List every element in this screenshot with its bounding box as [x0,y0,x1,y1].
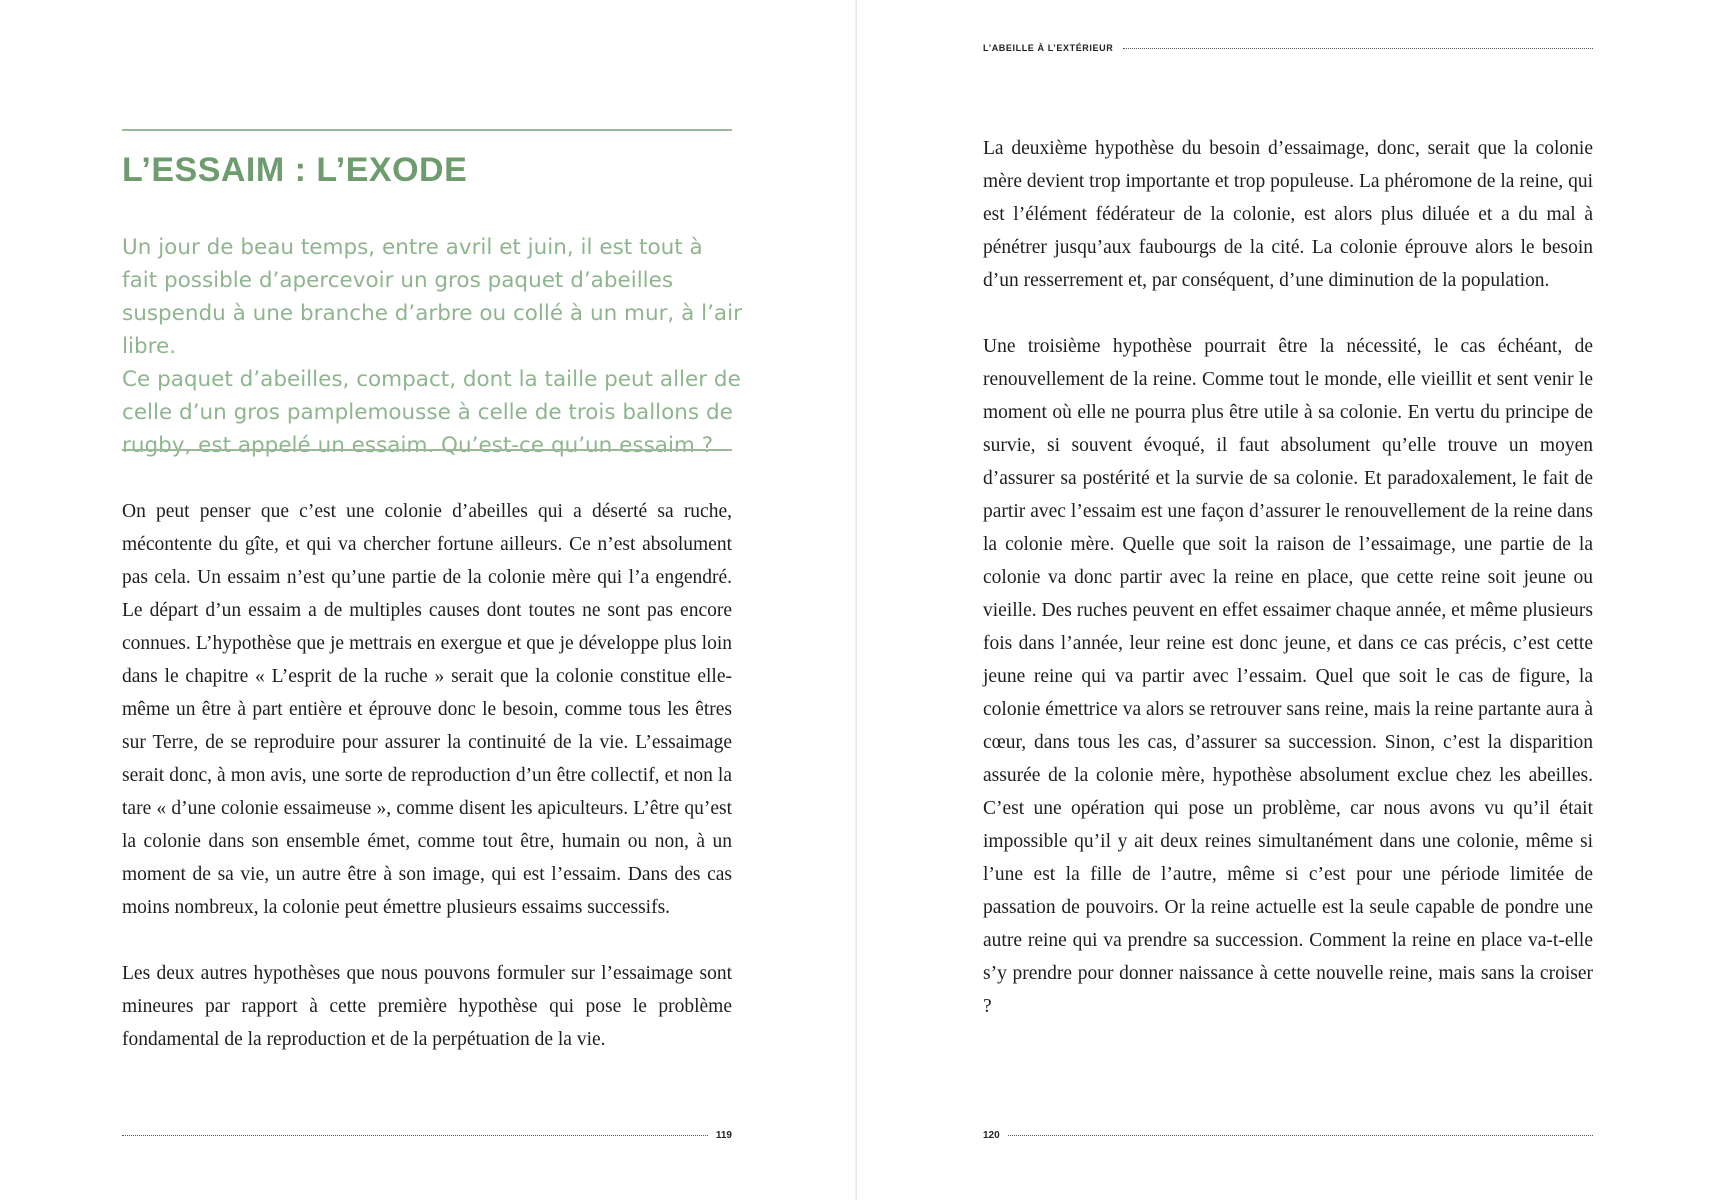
page-number: 119 [715,1130,732,1141]
running-head-dotted-rule [1123,48,1593,49]
left-body-text [122,495,732,1089]
body-paragraph: Les deux autres hypothèses que nous pouvons formuler sur l’essaimage sont mineures par rapport à cette première hypothèse qui pose le problème fondamental de la reproduction et de la perpétuation de la vie. [122,963,732,1050]
footer-dotted-rule [1008,1135,1593,1136]
body-paragraph: La deuxième hypothèse du besoin d’essaimage, donc, serait que la colonie mère devient trop importante et trop populeuse. La phéromone de la reine, qui est l’élément fédérateur de la colonie, est alors plus diluée et a du mal à pénétrer jusqu’aux faubourgs de la cité. La colonie éprouve alors le besoin d’un resserrement et, par conséquent, d’une diminution de la population. [983,138,1593,291]
running-head [983,43,1593,53]
intro-bottom-rule [122,449,732,451]
right-body-text [983,132,1593,1056]
title-top-rule [122,129,732,131]
footer-dotted-rule [122,1135,708,1136]
intro-paragraph-1: Un jour de beau temps, entre avril et juin, il est tout à fait possible d’apercevoir un gros paquet d’abeilles suspendu à une branche d’arbre ou collé à un mur, à l’air libre. [122,235,742,359]
body-paragraph: Une troisième hypothèse pourrait être la nécessité, le cas échéant, de renouvellement de la reine. Comme tout le monde, elle vieillit et sent venir le moment où elle ne pourra plus être utile à sa colonie. En vertu du principe de survie, si souvent évoqué, il faut absolument qu’elle trouve un moyen d’assurer sa postérité et la survie de sa colonie. Et paradoxalement, le fait de partir avec l’essaim est une façon d’assurer le renouvellement de la reine dans la colonie mère. Quelle que soit la raison de l’essaimage, une partie de la colonie va donc partir avec la reine en place, que cette reine soit jeune ou vieille. Des ruches peuvent en effet essaimer chaque année, et même plusieurs fois dans l’année, leur reine est donc jeune, et dans ce cas précis, c’est cette jeune reine qui va partir avec l’essaim. Quel que soit le cas de figure, la colonie émettrice va alors se retrouver sans reine, mais la reine partante aura à cœur, dans tous les cas, d’assurer sa succession. Sinon, c’est la disparition assurée de la colonie mère, hypothèse absolument exclue chez les abeilles. C’est une opération qui pose un problème, car nous avons vu qu’il était impossible qu’il y ait deux reines simultanément dans une colonie, même si l’une est la fille de l’autre, même si c’est pour une période limitée de passation de pouvoirs. Or la reine actuelle est la seule capable de pondre une autre reine qui va prendre sa succession. Comment la reine en place va-t-elle s’y prendre pour donner naissance à cette nouvelle reine, mais sans la croiser ? [983,336,1593,1017]
body-paragraph: On peut penser que c’est une colonie d’abeilles qui a déserté sa ruche, mécontente du gîte, et qui va chercher fortune ailleurs. Ce n’est absolument pas cela. Un essaim n’est qu’une partie de la colonie mère qui l’a engendré. Le départ d’un essaim a de multiples causes dont toutes ne sont pas encore connues. L’hypothèse que je mettrais en exergue et que je développe plus loin dans le chapitre « L’esprit de la ruche » serait que la colonie constitue elle-même un être à part entière et éprouve donc le besoin, comme tous les êtres sur Terre, de se reproduire pour assurer la continuité de la vie. L’essaimage serait donc, à mon avis, une sorte de reproduction d’un être collectif, et non la tare « d’une colonie essaimeuse », comme disent les apiculteurs. L’être qu’est la colonie dans son ensemble émet, comme tout être, humain ou non, à un moment de sa vie, un autre être à son image, qui est l’essaim. Dans des cas moins nombreux, la colonie peut émettre plusieurs essaims successifs. [122,501,732,918]
running-head-title: L’ABEILLE À L’EXTÉRIEUR [983,43,1114,53]
intro-paragraph-2: Ce paquet d’abeilles, compact, dont la taille peut aller de celle d’un gros pamplemousse à celle de trois ballons de rugby, est appelé un essaim. Qu’est-ce qu’un essaim ? [122,367,741,458]
chapter-intro [122,231,742,462]
chapter-title: L’ESSAIM : L’EXODE [122,151,468,189]
left-footer [122,1130,732,1141]
right-footer [983,1130,1593,1141]
page-number: 120 [983,1130,1000,1141]
